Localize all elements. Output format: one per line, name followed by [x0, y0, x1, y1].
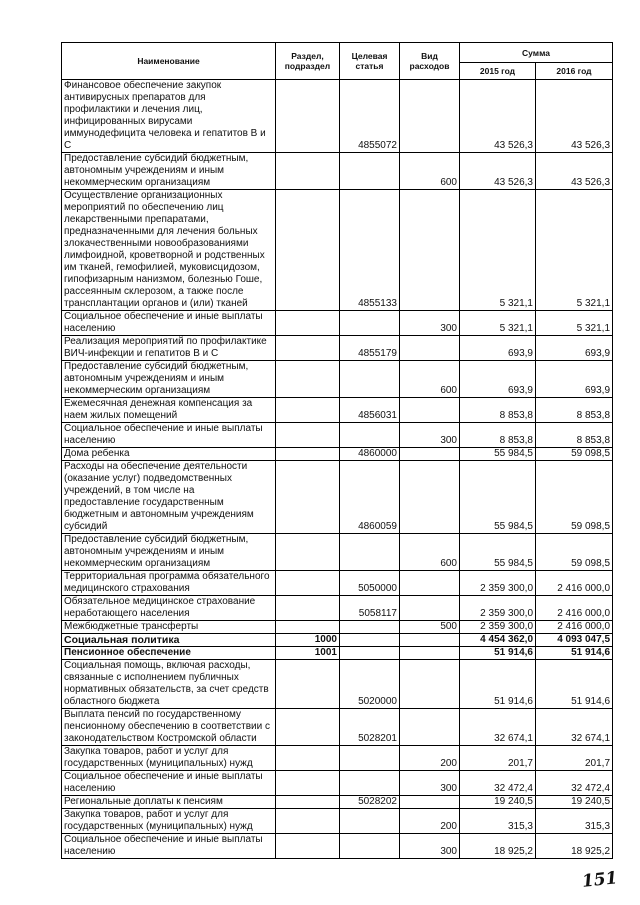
row-section-cell: [276, 361, 340, 398]
table-row: [62, 571, 613, 596]
row-name-cell: Осуществление организационных мероприятий по обеспечению лиц лекарственными препаратами, предназначенными для лечения больных злокачественными новообразованиями лимфоидной, кроветворной и родственных им тканей, гемофилией, муковисцидозом, гипофизарным нанизмом, болезнью Гоше, рассеянным склерозом, а также после трансплантации органов и (или) тканей: [62, 190, 276, 311]
row-section-cell: 1000: [276, 634, 340, 647]
row-expense-cell: [400, 461, 460, 534]
row-name-cell: Социальная помощь, включая расходы, связанные с исполнением публичных нормативных обязательств, за счет средств областного бюджета: [62, 660, 276, 709]
row-name-cell: Выплата пенсий по государственному пенсионному обеспечению в соответствии с законодательством Костромской области: [62, 709, 276, 746]
row-expense-cell: [400, 796, 460, 809]
row-sum-2015-cell: 8 853,8: [460, 398, 536, 423]
header-expense: Вид расходов: [400, 43, 460, 80]
row-section-cell: [276, 190, 340, 311]
header-section: Раздел, подраздел: [276, 43, 340, 80]
row-section-cell: [276, 571, 340, 596]
row-sum-2016-cell: 32 472,4: [536, 771, 613, 796]
row-sum-2015-cell: 55 984,5: [460, 461, 536, 534]
table-row: [62, 361, 613, 398]
row-section-cell: [276, 834, 340, 859]
row-sum-2016-cell: 2 416 000,0: [536, 596, 613, 621]
row-sum-2015-cell: 43 526,3: [460, 153, 536, 190]
row-sum-2016-cell: 2 416 000,0: [536, 571, 613, 596]
row-target-cell: [340, 534, 400, 571]
row-section-cell: [276, 660, 340, 709]
row-expense-cell: [400, 709, 460, 746]
row-section-cell: [276, 796, 340, 809]
row-sum-2015-cell: 5 321,1: [460, 190, 536, 311]
header-name: Наименование: [62, 43, 276, 80]
row-sum-2015-cell: 55 984,5: [460, 534, 536, 571]
row-name-cell: Финансовое обеспечение закупок антивирусных препаратов для профилактики и лечения лиц, инфицированных вирусами иммунодефицита человека и гепатитов В и С: [62, 80, 276, 153]
row-sum-2016-cell: 59 098,5: [536, 461, 613, 534]
row-section-cell: [276, 621, 340, 634]
page-number: 151: [581, 868, 619, 892]
row-expense-cell: 600: [400, 153, 460, 190]
row-expense-cell: [400, 398, 460, 423]
row-target-cell: [340, 809, 400, 834]
row-section-cell: [276, 746, 340, 771]
table-row: [62, 746, 613, 771]
budget-table: [61, 42, 613, 859]
row-sum-2016-cell: 43 526,3: [536, 153, 613, 190]
row-section-cell: [276, 398, 340, 423]
row-sum-2016-cell: 43 526,3: [536, 80, 613, 153]
table-header: [62, 43, 613, 80]
table-row: [62, 834, 613, 859]
row-target-cell: [340, 746, 400, 771]
row-section-cell: [276, 534, 340, 571]
row-expense-cell: [400, 448, 460, 461]
row-name-cell: Закупка товаров, работ и услуг для государственных (муниципальных) нужд: [62, 809, 276, 834]
row-name-cell: Социальное обеспечение и иные выплаты населению: [62, 311, 276, 336]
row-name-cell: Предоставление субсидий бюджетным, автономным учреждениям и иным некоммерческим организациям: [62, 361, 276, 398]
row-expense-cell: 200: [400, 809, 460, 834]
row-sum-2016-cell: 5 321,1: [536, 311, 613, 336]
row-section-cell: [276, 336, 340, 361]
row-sum-2015-cell: 693,9: [460, 336, 536, 361]
row-target-cell: 4860059: [340, 461, 400, 534]
table-row: [62, 153, 613, 190]
row-sum-2016-cell: 201,7: [536, 746, 613, 771]
table-row: [62, 534, 613, 571]
row-sum-2015-cell: 51 914,6: [460, 647, 536, 660]
row-target-cell: [340, 423, 400, 448]
row-sum-2015-cell: 19 240,5: [460, 796, 536, 809]
row-expense-cell: [400, 190, 460, 311]
row-sum-2016-cell: 59 098,5: [536, 534, 613, 571]
row-name-cell: Обязательное медицинское страхование неработающего населения: [62, 596, 276, 621]
row-sum-2015-cell: 4 454 362,0: [460, 634, 536, 647]
row-expense-cell: [400, 596, 460, 621]
row-target-cell: [340, 834, 400, 859]
row-target-cell: 4855133: [340, 190, 400, 311]
table-row: [62, 709, 613, 746]
row-sum-2015-cell: 693,9: [460, 361, 536, 398]
row-sum-2016-cell: 18 925,2: [536, 834, 613, 859]
table-row: [62, 621, 613, 634]
row-name-cell: Региональные доплаты к пенсиям: [62, 796, 276, 809]
row-sum-2016-cell: 5 321,1: [536, 190, 613, 311]
row-sum-2015-cell: 55 984,5: [460, 448, 536, 461]
row-sum-2016-cell: 2 416 000,0: [536, 621, 613, 634]
header-target: Целевая статья: [340, 43, 400, 80]
row-name-cell: Пенсионное обеспечение: [62, 647, 276, 660]
header-year-2016: 2016 год: [536, 63, 613, 80]
row-expense-cell: 300: [400, 771, 460, 796]
row-sum-2016-cell: 8 853,8: [536, 398, 613, 423]
row-name-cell: Закупка товаров, работ и услуг для государственных (муниципальных) нужд: [62, 746, 276, 771]
row-expense-cell: [400, 336, 460, 361]
table-row: [62, 448, 613, 461]
row-target-cell: 5058117: [340, 596, 400, 621]
header-year-2015: 2015 год: [460, 63, 536, 80]
row-target-cell: [340, 647, 400, 660]
row-sum-2016-cell: 8 853,8: [536, 423, 613, 448]
row-name-cell: Реализация мероприятий по профилактике ВИЧ-инфекции и гепатитов В и С: [62, 336, 276, 361]
row-expense-cell: [400, 80, 460, 153]
row-expense-cell: 300: [400, 311, 460, 336]
table-row: [62, 796, 613, 809]
row-section-cell: [276, 461, 340, 534]
table-body: [62, 80, 613, 859]
row-sum-2015-cell: 2 359 300,0: [460, 596, 536, 621]
table-row: [62, 336, 613, 361]
row-sum-2015-cell: 315,3: [460, 809, 536, 834]
row-target-cell: 5020000: [340, 660, 400, 709]
row-sum-2016-cell: 51 914,6: [536, 660, 613, 709]
row-target-cell: [340, 153, 400, 190]
row-target-cell: [340, 634, 400, 647]
row-sum-2015-cell: 18 925,2: [460, 834, 536, 859]
row-target-cell: 5050000: [340, 571, 400, 596]
row-target-cell: [340, 311, 400, 336]
row-expense-cell: [400, 634, 460, 647]
table-row: [62, 80, 613, 153]
row-target-cell: 4855072: [340, 80, 400, 153]
table-row: [62, 596, 613, 621]
table-row: [62, 771, 613, 796]
row-expense-cell: 500: [400, 621, 460, 634]
table-row: [62, 311, 613, 336]
row-name-cell: Расходы на обеспечение деятельности (оказание услуг) подведомственных учреждений, в том числе на предоставление государственным бюджетным и автономным учреждениям субсидий: [62, 461, 276, 534]
table-row: [62, 647, 613, 660]
row-expense-cell: [400, 660, 460, 709]
row-name-cell: Социальная политика: [62, 634, 276, 647]
row-target-cell: 4860000: [340, 448, 400, 461]
row-sum-2015-cell: 51 914,6: [460, 660, 536, 709]
row-target-cell: 4855179: [340, 336, 400, 361]
row-expense-cell: [400, 647, 460, 660]
row-target-cell: [340, 621, 400, 634]
table-row: [62, 423, 613, 448]
row-name-cell: Социальное обеспечение и иные выплаты населению: [62, 771, 276, 796]
row-expense-cell: 300: [400, 834, 460, 859]
row-name-cell: Территориальная программа обязательного медицинского страхования: [62, 571, 276, 596]
row-sum-2016-cell: 315,3: [536, 809, 613, 834]
row-target-cell: [340, 361, 400, 398]
row-section-cell: [276, 80, 340, 153]
row-sum-2016-cell: 51 914,6: [536, 647, 613, 660]
table-row: [62, 634, 613, 647]
row-section-cell: [276, 709, 340, 746]
row-section-cell: 1001: [276, 647, 340, 660]
row-sum-2016-cell: 59 098,5: [536, 448, 613, 461]
row-name-cell: Дома ребенка: [62, 448, 276, 461]
row-sum-2015-cell: 32 674,1: [460, 709, 536, 746]
row-section-cell: [276, 423, 340, 448]
row-target-cell: 5028201: [340, 709, 400, 746]
row-sum-2015-cell: 32 472,4: [460, 771, 536, 796]
row-section-cell: [276, 311, 340, 336]
row-section-cell: [276, 809, 340, 834]
row-target-cell: 4856031: [340, 398, 400, 423]
row-expense-cell: 200: [400, 746, 460, 771]
row-sum-2016-cell: 32 674,1: [536, 709, 613, 746]
table-row: [62, 660, 613, 709]
row-section-cell: [276, 153, 340, 190]
row-expense-cell: 600: [400, 361, 460, 398]
row-sum-2015-cell: 43 526,3: [460, 80, 536, 153]
row-sum-2015-cell: 2 359 300,0: [460, 621, 536, 634]
row-expense-cell: [400, 571, 460, 596]
row-sum-2016-cell: 693,9: [536, 336, 613, 361]
row-expense-cell: 600: [400, 534, 460, 571]
row-sum-2015-cell: 2 359 300,0: [460, 571, 536, 596]
row-name-cell: Предоставление субсидий бюджетным, автономным учреждениям и иным некоммерческим организациям: [62, 534, 276, 571]
row-sum-2016-cell: 693,9: [536, 361, 613, 398]
row-section-cell: [276, 448, 340, 461]
table-row: [62, 809, 613, 834]
row-sum-2016-cell: 4 093 047,5: [536, 634, 613, 647]
table-row: [62, 461, 613, 534]
row-section-cell: [276, 771, 340, 796]
table-row: [62, 190, 613, 311]
row-name-cell: Социальное обеспечение и иные выплаты населению: [62, 834, 276, 859]
table-row: [62, 398, 613, 423]
header-sum: Сумма: [460, 43, 613, 63]
row-name-cell: Предоставление субсидий бюджетным, автономным учреждениям и иным некоммерческим организациям: [62, 153, 276, 190]
row-sum-2015-cell: 201,7: [460, 746, 536, 771]
row-sum-2015-cell: 8 853,8: [460, 423, 536, 448]
row-sum-2016-cell: 19 240,5: [536, 796, 613, 809]
row-name-cell: Социальное обеспечение и иные выплаты населению: [62, 423, 276, 448]
row-section-cell: [276, 596, 340, 621]
row-sum-2015-cell: 5 321,1: [460, 311, 536, 336]
row-target-cell: 5028202: [340, 796, 400, 809]
row-name-cell: Ежемесячная денежная компенсация за наем жилых помещений: [62, 398, 276, 423]
row-expense-cell: 300: [400, 423, 460, 448]
row-name-cell: Межбюджетные трансферты: [62, 621, 276, 634]
row-target-cell: [340, 771, 400, 796]
